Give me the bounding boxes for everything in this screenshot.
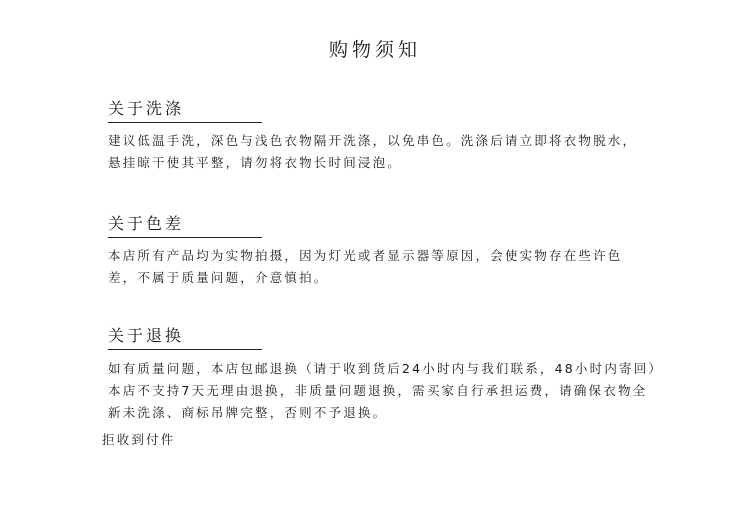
page-title: 购物须知: [328, 39, 421, 61]
section-body-color-difference: 本店所有产品均为实物拍摄，因为灯光或者显示器等原因，会使实物存在些许色 差，不属于质量问题，介意慎拍。: [108, 248, 623, 285]
section-divider: [108, 349, 262, 350]
section-heading-washing: 关于洗涤: [108, 99, 185, 118]
section-heading-color-difference: 关于色差: [108, 214, 185, 233]
section-body-washing: 建议低温手洗，深色与浅色衣物隔开洗涤，以免串色。洗涤后请立即将衣物脱水， 悬挂晾干使其平整，请勿将衣物长时间浸泡。: [108, 133, 638, 170]
section-divider: [108, 122, 262, 123]
section-heading-returns: 关于退换: [108, 326, 185, 345]
section-returns: [108, 325, 688, 424]
section-divider: [108, 237, 262, 238]
section-color-difference: [108, 213, 688, 289]
section-body-returns: 如有质量问题，本店包邮退换（请于收到货后24小时内与我们联系，48小时内寄回） 本店不支持7天无理由退换，非质量问题退换，需买家自行承担运费，请确保衣物全 新未洗涤、商标吊牌完整，否则不予退换。: [108, 361, 664, 420]
footer-note: 拒收到付件: [102, 432, 176, 447]
section-washing: [108, 98, 688, 174]
